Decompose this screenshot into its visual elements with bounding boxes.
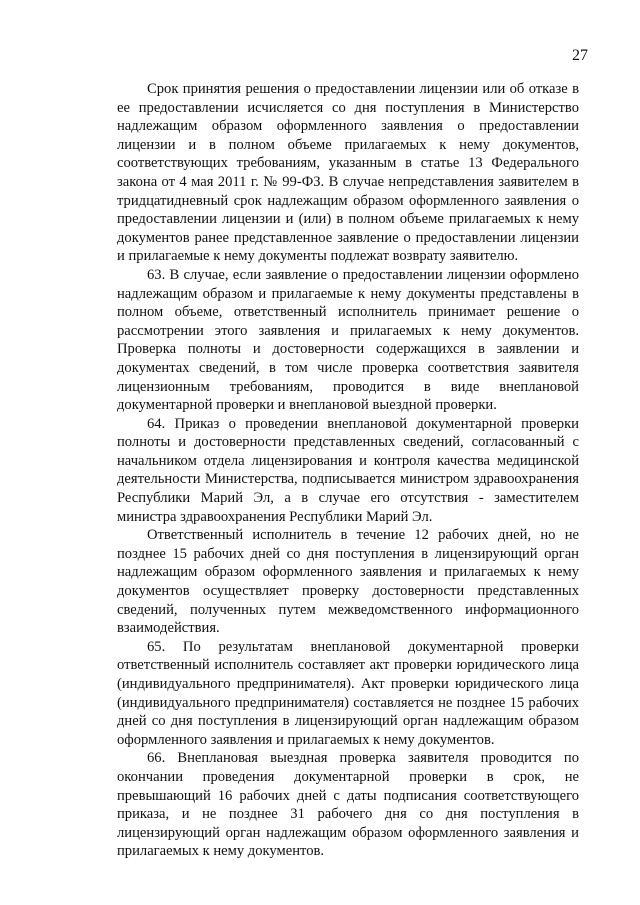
paragraph-responsible-executor: Ответственный исполнитель в течение 12 рабочих дней, но не позднее 15 рабочих дней со дня поступления в лицензирующий орган надлежащим образом оформленного заявления и прилагаемых к нему документов осуществляет проверку достоверности представленных сведений, полученных путем межведомственного информационного взаимодействия.	[117, 527, 579, 637]
paragraph-63: 63. В случае, если заявление о предоставлении лицензии оформлено надлежащим образом и прилагаемые к нему документы представлены в полном объеме, ответственный исполнитель принимает решение о рассмотрении этого заявления и прилагаемых к нему документов. Проверка полноты и достоверности содержащихся в заявлении и документах сведений, в том числе проверка соответствия заявителя лицензионным требованиям, проводится в виде внеплановой документарной проверки и внеплановой выездной проверки.	[117, 266, 579, 414]
paragraph-license-decision-term: Срок принятия решения о предоставлении лицензии или об отказе в ее предоставлении исчисляется со дня поступления в Министерство надлежащим образом оформленного заявления о предоставлении лицензии и в полном объеме прилагаемых к нему документов, соответствующих требованиям, указанным в статье 13 Федерального закона от 4 мая 2011 г. № 99-ФЗ. В случае непредставления заявителем в тридцатидневный срок надлежащим образом оформленного заявления о предоставлении лицензии и (или) в полном объеме прилагаемых к нему документов ранее представленное заявление о предоставлении лицензии и прилагаемые к нему документы подлежат возврату заявителю.	[117, 81, 579, 265]
paragraph-64: 64. Приказ о проведении внеплановой документарной проверки полноты и достоверности представленных сведений, согласованный с начальником отдела лицензирования и контроля качества медицинской деятельности Министерства, подписывается министром здравоохранения Республики Марий Эл, а в случае его отсутствия - заместителем министра здравоохранения Республики Марий Эл.	[117, 415, 579, 525]
document-body	[117, 80, 579, 861]
paragraph-65: 65. По результатам внеплановой документарной проверки ответственный исполнитель составляет акт проверки юридического лица (индивидуального предпринимателя). Акт проверки юридического лица (индивидуального предпринимателя) составляется не позднее 15 рабочих дней со дня поступления в лицензирующий орган надлежащим образом оформленного заявления и прилагаемых к нему документов.	[117, 638, 579, 748]
paragraph-66: 66. Внеплановая выездная проверка заявителя проводится по окончании проведения документарной проверки в срок, не превышающий 16 рабочих дней с даты подписания соответствующего приказа, и не позднее 31 рабочего дня со дня поступления в лицензирующий орган надлежащим образом оформленного заявления и прилагаемых к нему документов.	[117, 750, 579, 860]
page-number: 27	[572, 47, 588, 64]
